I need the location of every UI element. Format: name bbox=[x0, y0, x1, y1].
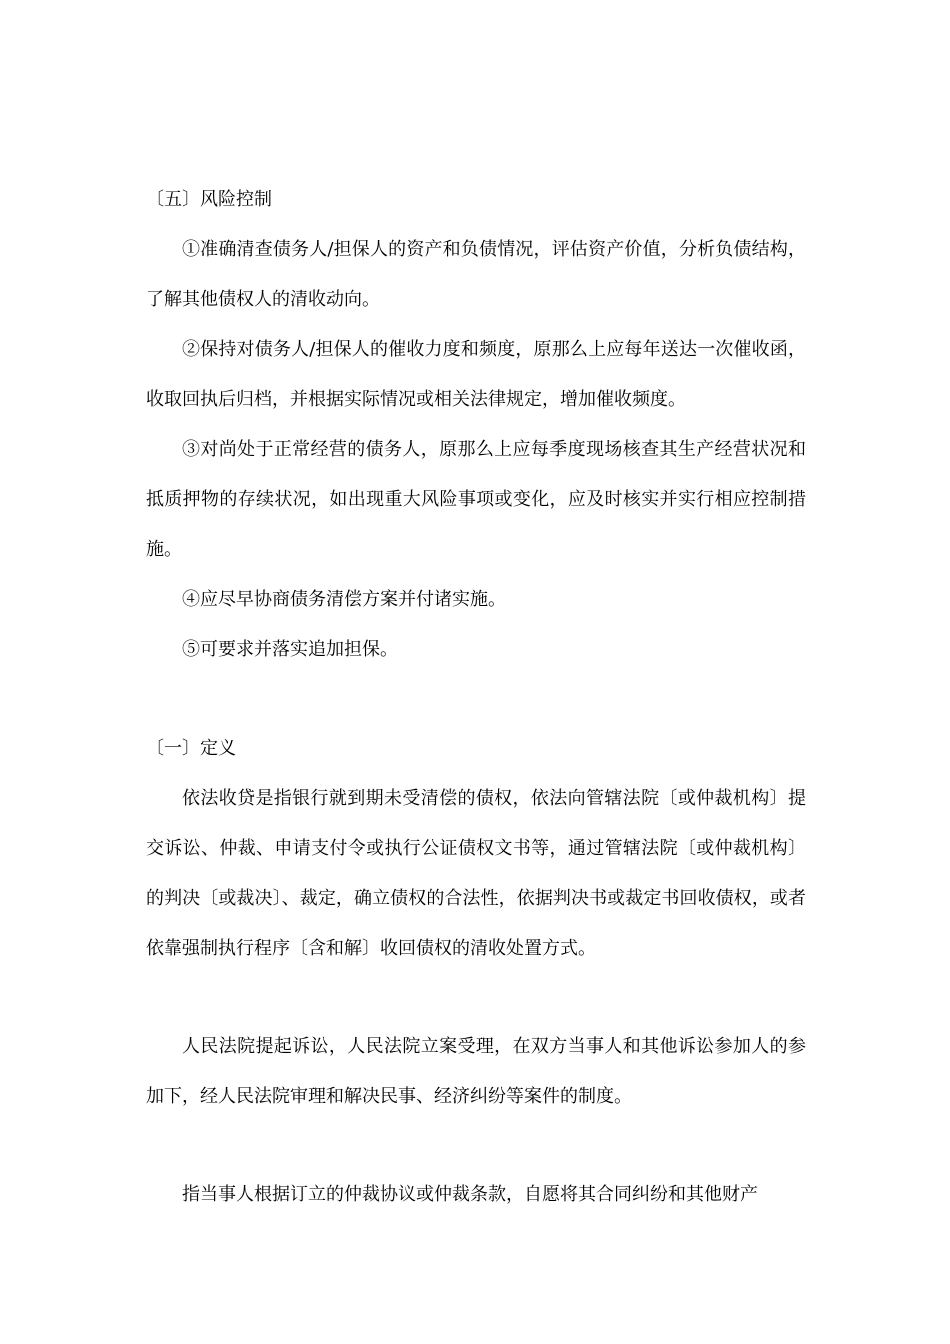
arbitration-paragraph: 指当事人根据订立的仲裁协议或仲裁条款，自愿将其合同纠纷和其他财产 bbox=[182, 1184, 758, 1205]
section-five-heading: 〔五〕风险控制 bbox=[146, 189, 272, 210]
risk-control-item-4: ④应尽早协商债务清偿方案并付诸实施。 bbox=[182, 589, 506, 610]
definition-paragraph: 依法收贷是指银行就到期未受清偿的债权，依法向管辖法院〔或仲裁机构〕提交诉讼、仲裁、申请支付令或执行公证债权文书等，通过管辖法院〔或仲裁机构〕的判决〔或裁决〕、裁定，确立债权的合法性，依据判决书或裁定书回收债权，或者依靠强制执行程序〔含和解〕收回债权的清收处置方式。 bbox=[146, 788, 806, 959]
risk-control-item-2: ②保持对债务人/担保人的催收力度和频度，原那么上应每年送达一次催收函，收取回执后归档，并根据实际情况或相关法律规定，增加催收频度。 bbox=[146, 339, 806, 410]
risk-control-item-3: ③对尚处于正常经营的债务人，原那么上应每季度现场核查其生产经营状况和抵质押物的存续状况，如出现重大风险事项或变化，应及时核实并实行相应控制措施。 bbox=[146, 439, 806, 560]
section-one-heading: 〔一〕定义 bbox=[146, 738, 236, 759]
risk-control-item-5: ⑤可要求并落实追加担保。 bbox=[182, 639, 398, 660]
litigation-paragraph: 人民法院提起诉讼，人民法院立案受理，在双方当事人和其他诉讼参加人的参加下，经人民法院审理和解决民事、经济纠纷等案件的制度。 bbox=[146, 1036, 806, 1107]
risk-control-item-1: ①准确清查债务人/担保人的资产和负债情况，评估资产价值，分析负债结构，了解其他债权人的清收动向。 bbox=[146, 239, 806, 310]
